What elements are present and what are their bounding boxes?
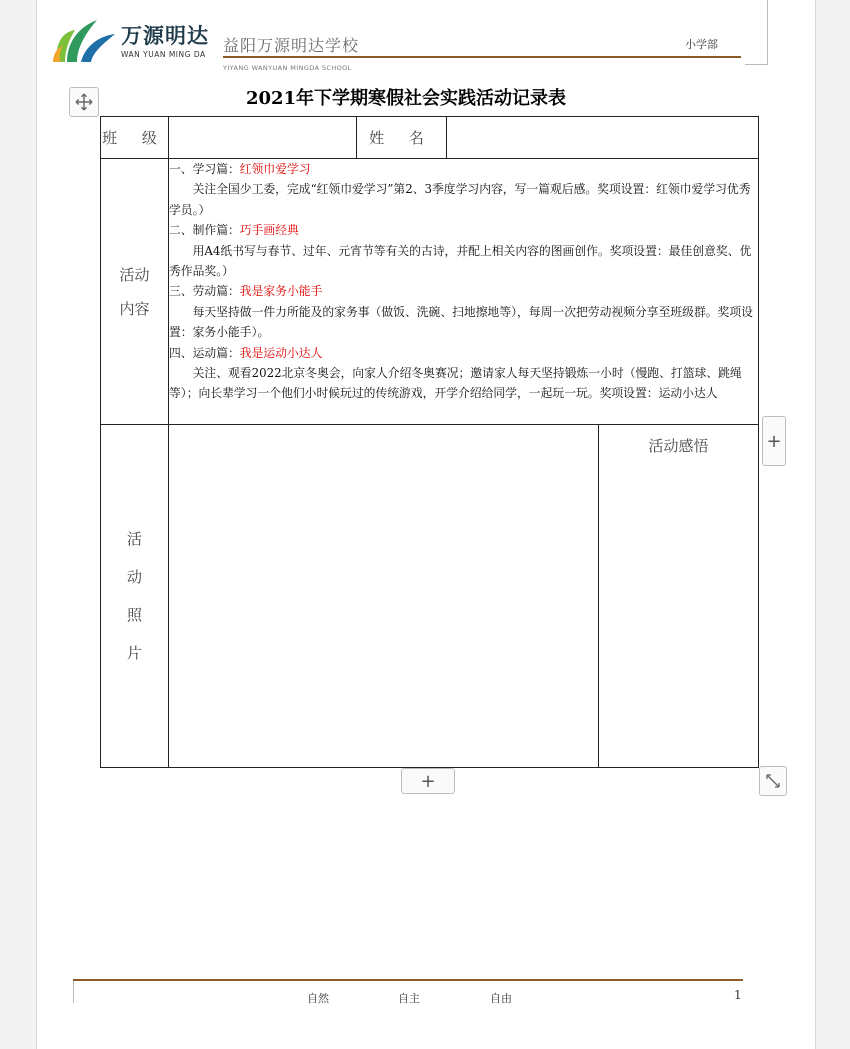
footer-rule xyxy=(73,979,743,981)
document-title: 2021年下学期寒假社会实践活动记录表 xyxy=(245,88,567,109)
table-move-handle[interactable] xyxy=(69,87,99,117)
footer-margin-marker xyxy=(73,981,74,1003)
name-field[interactable] xyxy=(447,117,759,159)
activity-heading: 四、运动篇：我是运动小达人 xyxy=(169,345,323,360)
activity-body: 关注全国少工委，完成“红领巾爱学习”第2、3季度学习内容，写一篇观后感。奖项设置：红领巾爱学习优秀学员。） xyxy=(169,182,751,217)
header-rule xyxy=(223,56,741,58)
footer-motto-2: 自主 xyxy=(398,992,420,1005)
document-page xyxy=(36,0,816,1049)
activity-body: 关注、观看2022北京冬奥会，向家人介绍冬奥赛况；邀请家人每天坚持锻炼一小时（慢跑、打篮球、跳绳等）；向长辈学习一个他们小时候玩过的传统游戏，开学介绍给同学，一起玩一玩。奖项设置：运动小达人 xyxy=(169,366,742,401)
footer-motto-3: 自由 xyxy=(490,992,512,1005)
name-label: 姓 名 xyxy=(357,117,447,159)
add-row-button[interactable] xyxy=(401,768,455,794)
activity-heading: 二、制作篇：巧手画经典 xyxy=(169,223,299,238)
activity-content-label xyxy=(101,159,169,425)
activity-theme: 我是运动小达人 xyxy=(239,345,323,360)
activity-content-cell[interactable] xyxy=(169,159,759,425)
activity-record-table xyxy=(100,116,759,768)
table-resize-handle[interactable] xyxy=(759,766,787,796)
brand-name: 万源明达 xyxy=(121,24,209,48)
move-icon xyxy=(75,93,93,111)
activity-body: 每天坚持做一件力所能及的家务事（做饭、洗碗、扫地擦地等），每周一次把劳动视频分享至班级群。奖项设置：家务小能手）。 xyxy=(169,304,753,340)
page-number: 1 xyxy=(734,988,742,1002)
add-column-button[interactable] xyxy=(762,416,786,466)
activity-photos-label: 活 动 照 片 xyxy=(101,425,169,768)
plus-icon: + xyxy=(420,770,436,792)
activity-reflection-cell[interactable] xyxy=(599,425,759,768)
class-label: 班 级 xyxy=(101,117,169,159)
activity-theme: 我是家务小能手 xyxy=(239,284,323,299)
school-name-en: YIYANG WANYUAN MINGDA SCHOOL xyxy=(223,64,352,72)
activity-heading: 一、学习篇：红领巾爱学习 xyxy=(169,162,311,176)
activity-body: 用A4纸书写与春节、过年、元宵节等有关的古诗，并配上相关内容的图画创作。奖项设置：最佳创意奖、优秀作品奖。） xyxy=(169,243,752,279)
activity-reflection-label: 活动感悟 xyxy=(648,437,709,455)
school-logo xyxy=(51,12,119,64)
activity-heading: 三、劳动篇：我是家务小能手 xyxy=(169,284,323,299)
activity-content-label-line1: 活动 xyxy=(119,265,150,284)
activity-photos-area[interactable] xyxy=(169,425,599,768)
header-section: 小学部 xyxy=(685,38,718,51)
activity-theme: 红领巾爱学习 xyxy=(239,162,311,176)
school-name: 益阳万源明达学校 xyxy=(223,36,360,55)
header-margin-marker xyxy=(745,0,768,65)
class-field[interactable] xyxy=(169,117,357,159)
footer-motto-1: 自然 xyxy=(307,992,329,1005)
brand-name-en: WAN YUAN MING DA xyxy=(121,50,206,59)
plus-icon: + xyxy=(766,430,782,452)
activity-content-label-line2: 内容 xyxy=(119,299,150,318)
activity-theme: 巧手画经典 xyxy=(239,223,299,238)
resize-icon xyxy=(765,773,781,789)
